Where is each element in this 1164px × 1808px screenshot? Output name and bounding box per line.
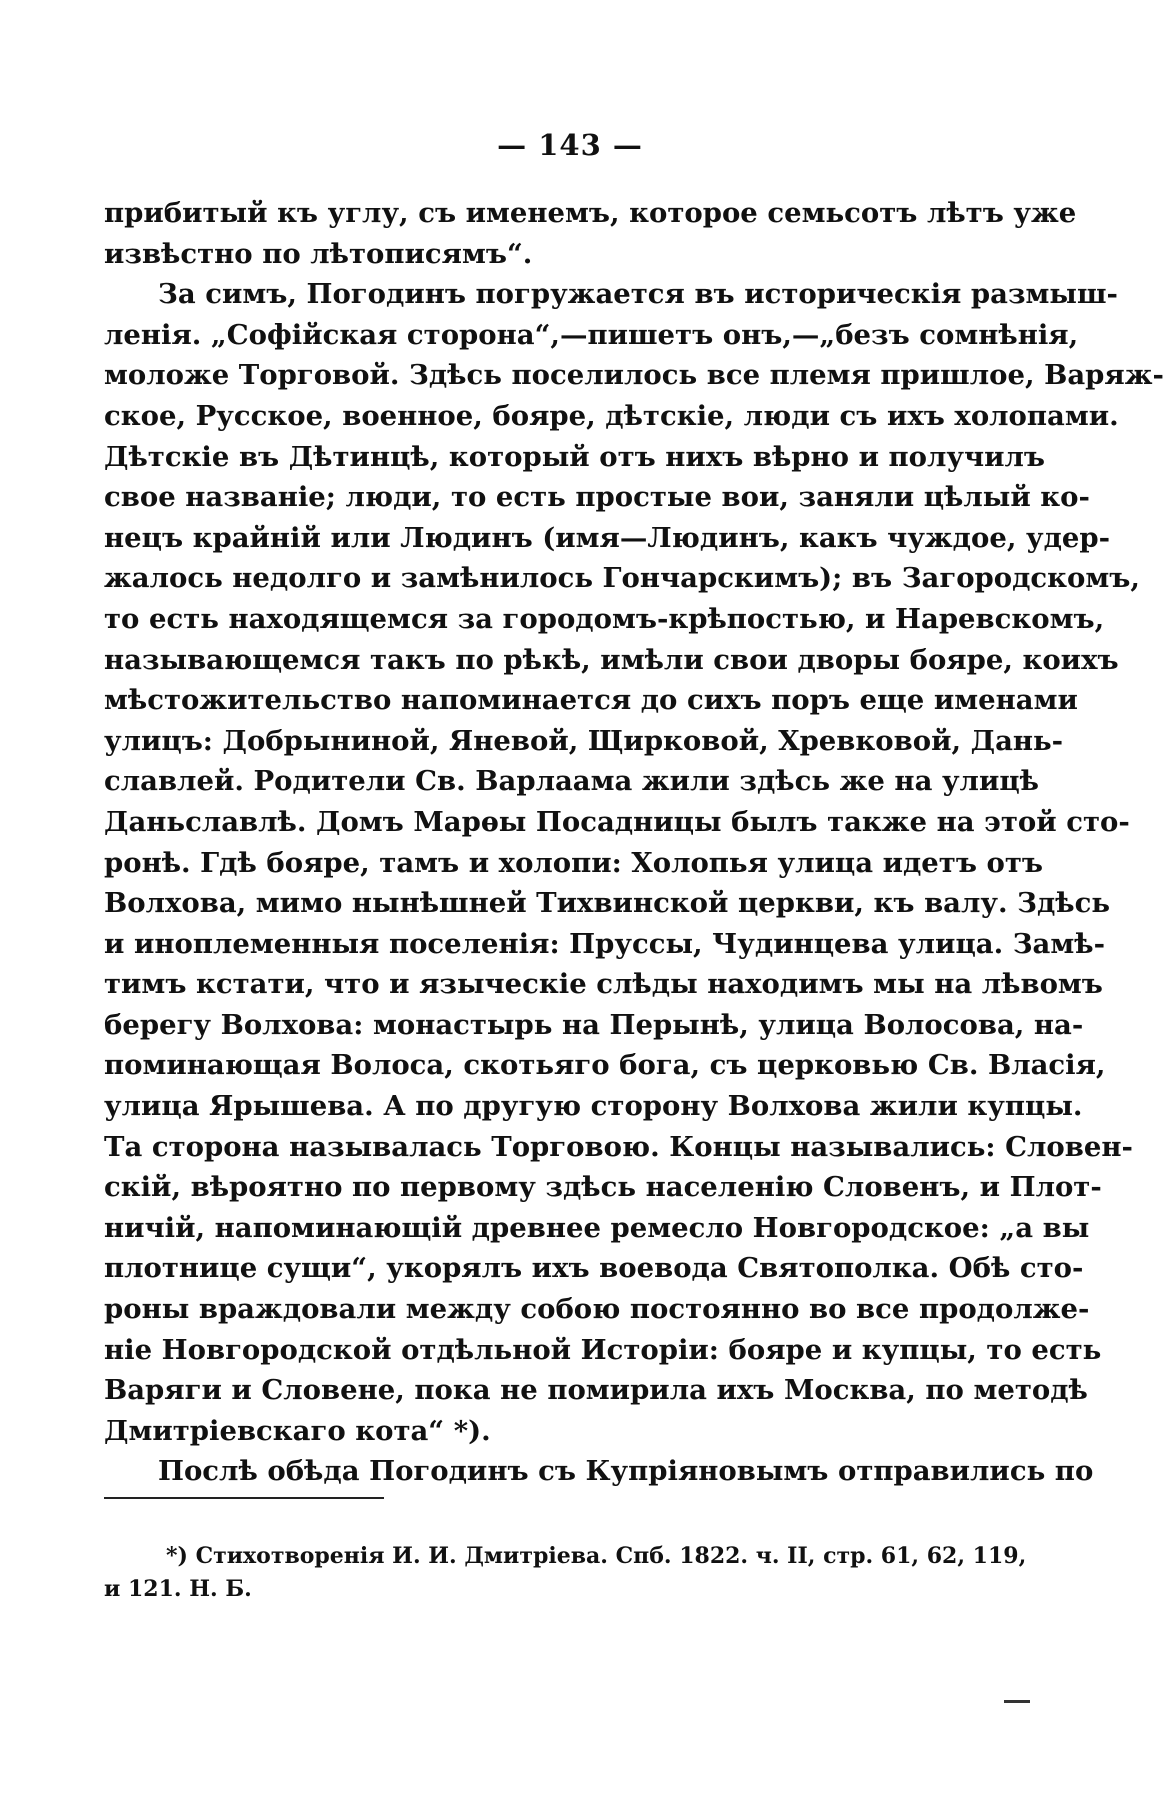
text-line: ское, Русское, военное, бояре, дѣтскіе, люди съ ихъ холопами. — [104, 399, 1119, 432]
text-line: улица Ярышева. А по другую сторону Волхова жили купцы. — [104, 1090, 1083, 1123]
text-line: прибитый къ углу, съ именемъ, которое семьсотъ лѣтъ уже — [104, 197, 1077, 229]
text-line: и иноплеменныя поселенія: Пруссы, Чудинцева улица. Замѣ- — [104, 927, 1106, 960]
text-line: ленія. „Софійская сторона“,—пишетъ онъ,—„безъ сомнѣнія, — [104, 318, 1079, 351]
text-line: плотнице сущи“, укорялъ ихъ воевода Святополка. Обѣ сто- — [104, 1252, 1084, 1285]
page-number: — 143 — — [497, 128, 643, 162]
text-line: скій, вѣроятно по первому здѣсь населенію Словенъ, и Плот- — [104, 1171, 1102, 1204]
text-line: то есть находящемся за городомъ-крѣпостью, и Наревскомъ, — [104, 602, 1105, 635]
text-line: свое названіе; люди, то есть простые вои, заняли цѣлый ко- — [104, 481, 1090, 514]
text-line: извѣстно по лѣтописямъ“. — [104, 237, 533, 270]
text-line: поминающая Волоса, скотьяго бога, съ церковью Св. Власія, — [104, 1049, 1106, 1082]
text-line: улицъ: Добрыниной, Яневой, Щирковой, Хревковой, Дань- — [104, 724, 1064, 757]
text-line: называющемся такъ по рѣкѣ, имѣли свои дворы бояре, коихъ — [104, 643, 1119, 676]
text-line: моложе Торговой. Здѣсь поселилось все племя пришлое, Варяж- — [104, 359, 1164, 392]
text-line: Варяги и Словене, пока не помирила ихъ Москва, по методѣ — [104, 1374, 1088, 1407]
text-line: нецъ крайній или Людинъ (имя—Людинъ, какъ чуждое, удер- — [104, 521, 1111, 554]
text-line: мѣстожительство напоминается до сихъ поръ еще именами — [104, 684, 1078, 717]
footnote-divider — [104, 1497, 384, 1499]
footnote — [104, 1540, 1027, 1606]
text-line: ронѣ. Гдѣ бояре, тамъ и холопи: Холопья улица идетъ отъ — [104, 846, 1043, 879]
text-line: Даньславлѣ. Домъ Марѳы Посадницы былъ также на этой сто- — [104, 805, 1130, 838]
text-line: жалось недолго и замѣнилось Гончарскимъ); въ Загородскомъ, — [104, 562, 1140, 595]
main-text — [104, 193, 1164, 1492]
text-line: Та сторона называлась Торговою. Концы назывались: Словен- — [104, 1130, 1133, 1163]
text-line: Послѣ обѣда Погодинъ съ Купріяновымъ отправились по — [158, 1455, 1094, 1488]
text-line: славлей. Родители Св. Варлаама жили здѣсь же на улицѣ — [104, 765, 1039, 798]
text-line: Дмитріевскаго кота“ *). — [104, 1414, 491, 1447]
text-line: ничій, напоминающій древнее ремесло Новгородское: „а вы — [104, 1211, 1090, 1244]
text-line: За симъ, Погодинъ погружается въ историческія размыш- — [158, 278, 1118, 311]
footnote-line: *) Стихотворенія И. И. Дмитріева. Спб. 1822. ч. II, стр. 61, 62, 119, — [166, 1543, 1027, 1569]
text-line: берегу Волхова: монастырь на Перынѣ, улица Волосова, на- — [104, 1008, 1084, 1041]
text-line: роны враждовали между собою постоянно во все продолже- — [104, 1293, 1090, 1326]
footnote-line: и 121. Н. Б. — [104, 1576, 252, 1602]
print-mark — [1004, 1700, 1030, 1703]
text-line: Волхова, мимо нынѣшней Тихвинской церкви, къ валу. Здѣсь — [104, 887, 1111, 920]
text-line: Дѣтскіе въ Дѣтинцѣ, который отъ нихъ вѣрно и получилъ — [104, 440, 1046, 473]
text-line: тимъ кстати, что и языческіе слѣды находимъ мы на лѣвомъ — [104, 968, 1103, 1001]
text-line: ніе Новгородской отдѣльной Исторіи: бояре и купцы, то есть — [104, 1333, 1102, 1366]
